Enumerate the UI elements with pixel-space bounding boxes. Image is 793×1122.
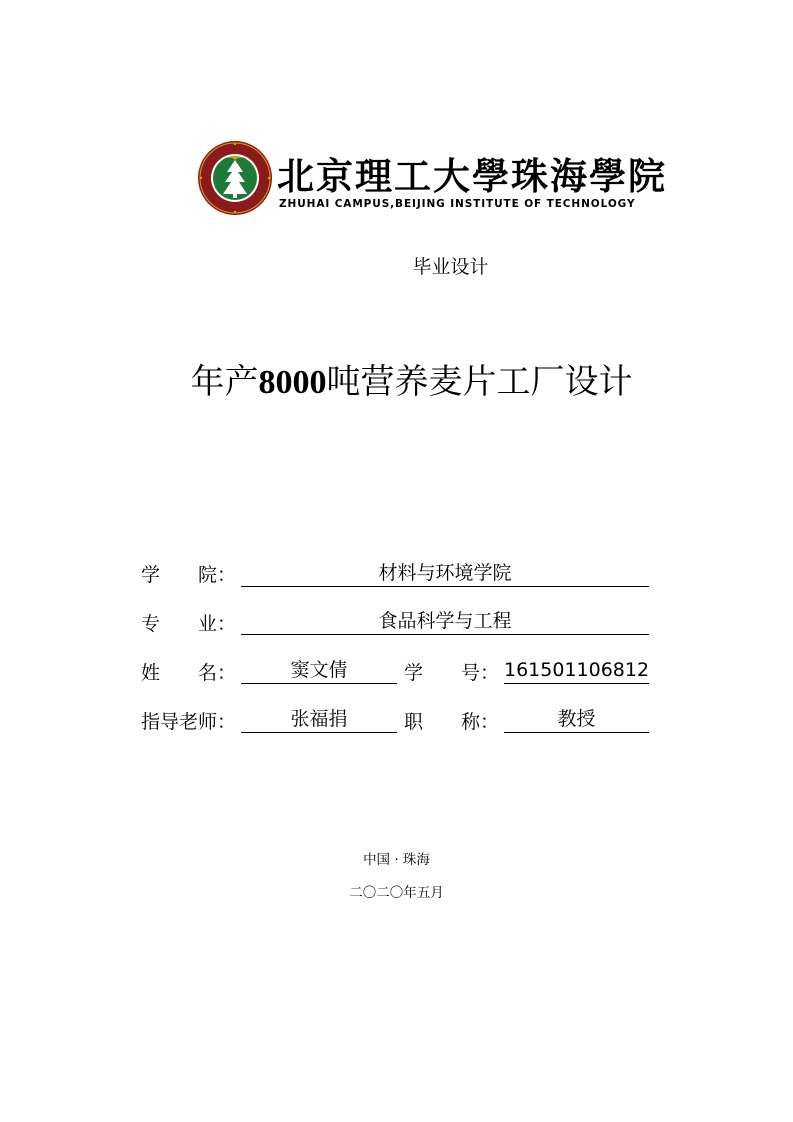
student-id-value: 161501106812 — [504, 657, 649, 684]
document-title — [0, 360, 793, 405]
title-rank-label: 职 称： — [404, 711, 500, 733]
title-rank-value: 教授 — [504, 706, 649, 733]
major-label: 专 业： — [141, 613, 237, 635]
title-suffix: 吨营养麦片工厂设计 — [326, 362, 633, 402]
college-value: 材料与环境学院 — [241, 560, 649, 587]
school-seal-icon — [197, 140, 273, 216]
name-value: 窦文倩 — [241, 657, 397, 684]
school-name-cn: 北京理工大學珠海學院 — [277, 154, 667, 198]
advisor-label: 指导老师： — [141, 711, 237, 733]
title-number: 8000 — [258, 364, 327, 401]
footer-date: 二〇二〇年五月 — [349, 885, 444, 901]
document-type: 毕业设计 — [412, 256, 489, 278]
school-logo — [197, 140, 667, 216]
footer-location: 中国 · 珠海 — [363, 852, 430, 868]
school-name-en: ZHUHAI CAMPUS,BEIJING INSTITUTE OF TECHNOLOGY — [279, 198, 636, 210]
advisor-value: 张福捐 — [241, 706, 397, 733]
title-prefix: 年产 — [190, 362, 259, 402]
major-value: 食品科学与工程 — [241, 608, 649, 635]
name-label: 姓 名： — [141, 662, 237, 684]
college-label: 学 院： — [141, 564, 237, 586]
student-id-label: 学 号： — [404, 662, 500, 684]
